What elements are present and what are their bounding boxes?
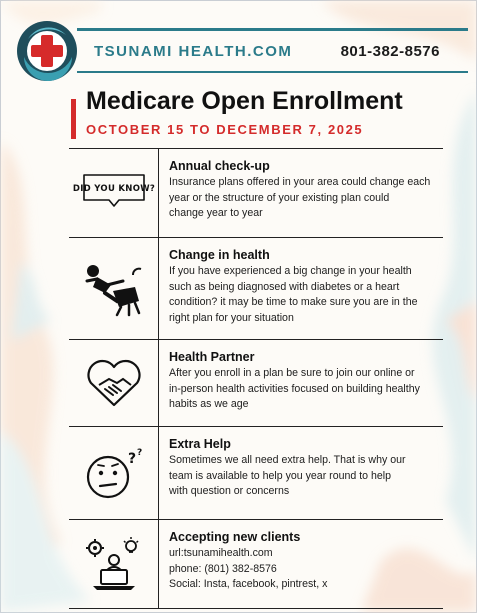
row-line: year or the structure of your existing plan could <box>169 191 390 204</box>
contact-url: url:tsunamihealth.com <box>169 547 273 559</box>
brand-name: TSUNAMI HEALTH.COM <box>94 43 293 60</box>
svg-text:?: ? <box>136 448 142 458</box>
page-title: Medicare Open Enrollment <box>86 87 403 115</box>
row-line: team is available to help you year round to help <box>169 469 392 482</box>
table-row <box>69 339 443 426</box>
title-accent-bar <box>71 99 76 139</box>
row-title: Health Partner <box>169 350 255 364</box>
row-body <box>169 264 437 326</box>
row-body <box>169 175 437 222</box>
icon-cell <box>69 238 159 339</box>
header-phone: 801-382-8576 <box>340 43 440 60</box>
row-text <box>159 149 443 237</box>
row-line: with question or concerns <box>169 485 290 498</box>
row-text <box>159 427 443 519</box>
heart-handshake-icon <box>83 357 145 409</box>
row-text <box>159 520 443 608</box>
header-rule-top <box>77 28 468 31</box>
table-row <box>69 148 443 237</box>
person-slipping-chair-icon <box>83 261 145 317</box>
table-row <box>69 426 443 519</box>
row-line: After you enroll in a plan be sure to join our online or <box>169 367 415 379</box>
icon-cell <box>69 340 159 426</box>
row-line: such as being diagnosed with diabetes or a heart <box>169 280 400 293</box>
did-you-know-text: DID YOU KNOW? <box>72 184 155 194</box>
row-line: in-person health activities focused on building healthy <box>169 382 420 395</box>
row-line: condition? it may be time to make sure you are in the <box>169 296 418 309</box>
row-line: Insurance plans offered in your area could change each <box>169 176 431 188</box>
info-table <box>69 148 443 609</box>
row-line: change year to year <box>169 207 263 220</box>
icon-cell <box>69 427 159 519</box>
contact-social: Social: Insta, facebook, pintrest, x <box>169 578 328 591</box>
row-line: habits as we age <box>169 398 249 411</box>
row-title: Change in health <box>169 248 270 262</box>
row-title: Accepting new clients <box>169 530 301 544</box>
row-text <box>159 340 443 426</box>
row-line: right plan for your situation <box>169 311 294 324</box>
header-rule-bottom <box>77 71 468 73</box>
did-you-know-speech-bubble-icon <box>72 172 155 214</box>
table-row <box>69 237 443 339</box>
row-body <box>169 366 437 413</box>
row-line: Sometimes we all need extra help. That is why our <box>169 454 406 466</box>
row-text <box>159 238 443 339</box>
row-title: Extra Help <box>169 437 231 451</box>
contact-phone: phone: (801) 382-8576 <box>169 562 277 575</box>
enrollment-dates: OCTOBER 15 TO DECEMBER 7, 2025 <box>86 122 364 137</box>
svg-text:?: ? <box>127 451 136 467</box>
icon-cell <box>69 149 159 237</box>
medical-cross-logo-icon <box>14 17 82 85</box>
person-at-laptop-icon <box>83 536 145 592</box>
icon-cell <box>69 520 159 608</box>
row-body <box>169 546 437 593</box>
confused-face-icon <box>82 445 146 501</box>
row-title: Annual check-up <box>169 159 270 173</box>
row-line: If you have experienced a big change in your health <box>169 265 412 277</box>
row-body <box>169 453 437 500</box>
table-row <box>69 519 443 609</box>
